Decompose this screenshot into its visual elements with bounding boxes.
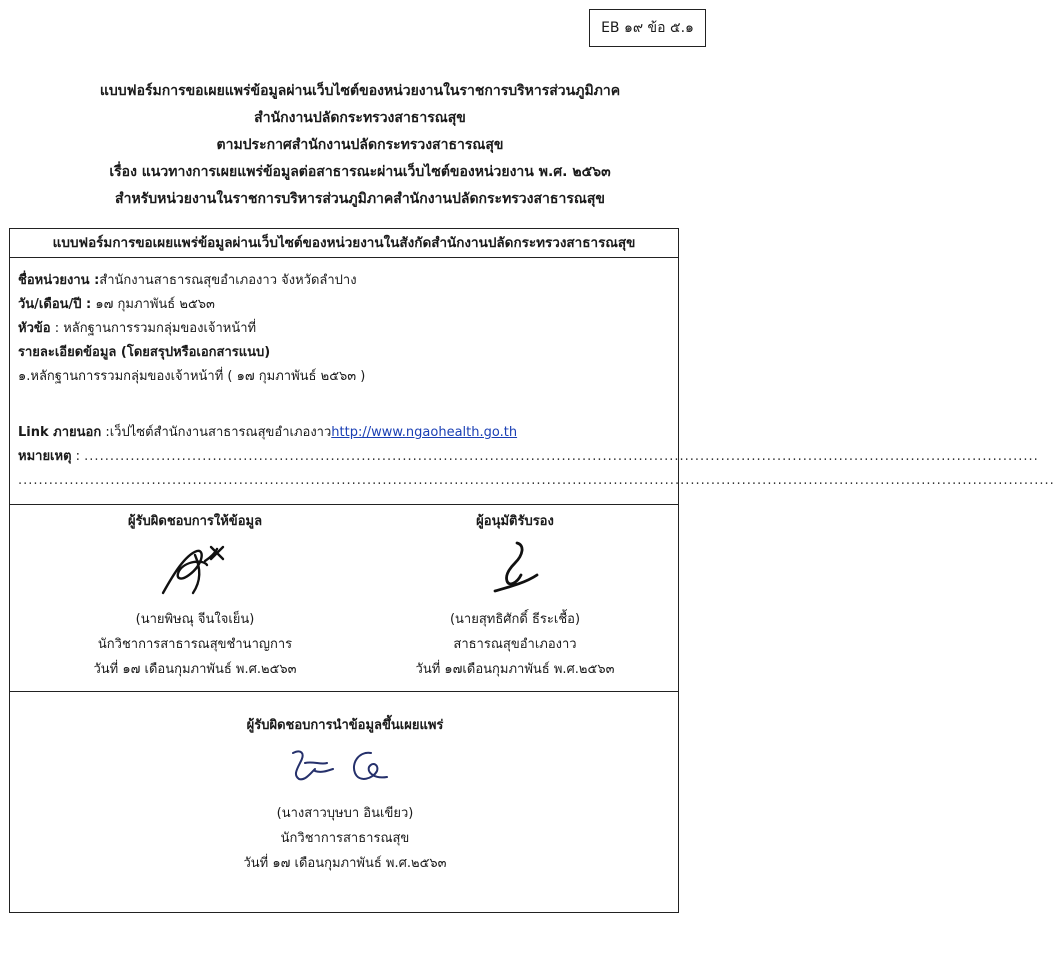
- divider: [10, 691, 678, 692]
- form-title: แบบฟอร์มการขอเผยแพร่ข้อมูลผ่านเว็บไซต์ของหน่วยงานในสังกัดสำนักงานปลัดกระทรวงสาธารณสุข: [52, 235, 636, 251]
- link-row: [18, 421, 670, 445]
- approver-role: ผู้อนุมัติรับรอง: [476, 514, 554, 529]
- approver-date: วันที่ ๑๗เดือนกุมภาพันธ์ พ.ศ.๒๕๖๓: [415, 662, 615, 677]
- website-link[interactable]: http://www.ngaohealth.go.th: [331, 425, 518, 440]
- publisher-date: วันที่ ๑๗ เดือนกุมภาพันธ์ พ.ศ.๒๕๖๓: [243, 856, 447, 871]
- divider: [10, 257, 678, 258]
- remark-label: หมายเหตุ: [18, 449, 72, 464]
- link-prefix: :เว็ปไซต์สำนักงานสาธารณสุขอำเภองาว: [101, 425, 332, 440]
- provider-date: วันที่ ๑๗ เดือนกุมภาพันธ์ พ.ศ.๒๕๖๓: [93, 662, 297, 677]
- provider-signature-block: [30, 509, 360, 682]
- provider-signature-icon: [145, 535, 245, 599]
- header-line: สำนักงานปลัดกระทรวงสาธารณสุข: [254, 110, 466, 126]
- link-label: Link ภายนอก: [18, 425, 102, 440]
- form-frame: [9, 228, 1055, 913]
- provider-name: (นายพิษณุ จีนใจเย็น): [135, 612, 255, 627]
- provider-position: นักวิชาการสาธารณสุขชำนาญการ: [97, 637, 293, 652]
- form-details: [18, 269, 1055, 493]
- header-line: เรื่อง แนวทางการเผยแพร่ข้อมูลต่อสาธารณะผ่านเว็บไซต์ของหน่วยงาน พ.ศ. ๒๕๖๓: [109, 164, 611, 180]
- document-code: EB ๑๙ ข้อ ๕.๑: [601, 20, 694, 36]
- document-header: [0, 78, 720, 213]
- header-line: สำหรับหน่วยงานในราชการบริหารส่วนภูมิภาคสำนักงานปลัดกระทรวงสาธารณสุข: [115, 191, 605, 207]
- detail-row: [18, 341, 670, 365]
- date-row: [18, 293, 670, 317]
- remark-row-2: [18, 469, 1055, 493]
- approver-position: สาธารณสุขอำเภองาว: [453, 637, 577, 652]
- detail-item: ๑.หลักฐานการรวมกลุ่มของเจ้าหน้าที่ ( ๑๗ กุมภาพันธ์ ๒๕๖๓ ): [18, 369, 366, 384]
- approver-signature-icon: [465, 535, 565, 599]
- publisher-signature-block: [170, 713, 520, 876]
- header-line: ตามประกาศสำนักงานปลัดกระทรวงสาธารณสุข: [216, 137, 504, 153]
- publisher-signature-icon: [275, 739, 415, 795]
- topic-label: หัวข้อ: [18, 321, 51, 336]
- publisher-position: นักวิชาการสาธารณสุข: [280, 831, 410, 846]
- agency-label: ชื่อหน่วยงาน :: [18, 273, 100, 288]
- publisher-name: (นางสาวบุษบา อินเขียว): [276, 806, 414, 821]
- document-code-box: [589, 9, 706, 47]
- divider: [10, 504, 678, 505]
- remark-separator: :: [71, 449, 85, 464]
- topic-row: [18, 317, 670, 341]
- approver-signature-block: [360, 509, 670, 682]
- remark-row: [18, 445, 1039, 469]
- remark-dots-2: ..........................................................................................................................................................................................................: [18, 473, 1055, 488]
- remark-dots: ..........................................................................................................................................................................................: [84, 449, 1039, 464]
- agency-value: สำนักงานสาธารณสุขอำเภองาว จังหวัดลำปาง: [99, 273, 357, 288]
- provider-role: ผู้รับผิดชอบการให้ข้อมูล: [127, 514, 263, 529]
- agency-row: [18, 269, 670, 293]
- date-label: วัน/เดือน/ปี :: [18, 297, 92, 312]
- publisher-role: ผู้รับผิดชอบการนำข้อมูลขึ้นเผยแพร่: [246, 718, 444, 733]
- header-line: แบบฟอร์มการขอเผยแพร่ข้อมูลผ่านเว็บไซต์ของหน่วยงานในราชการบริหารส่วนภูมิภาค: [99, 83, 621, 99]
- topic-value: : หลักฐานการรวมกลุ่มของเจ้าหน้าที่: [50, 321, 257, 336]
- approver-name: (นายสุทธิศักดิ์ ธีระเชื้อ): [449, 612, 581, 627]
- detail-label: รายละเอียดข้อมูล (โดยสรุปหรือเอกสารแนบ): [18, 345, 271, 360]
- date-value: ๑๗ กุมภาพันธ์ ๒๕๖๓: [91, 297, 215, 312]
